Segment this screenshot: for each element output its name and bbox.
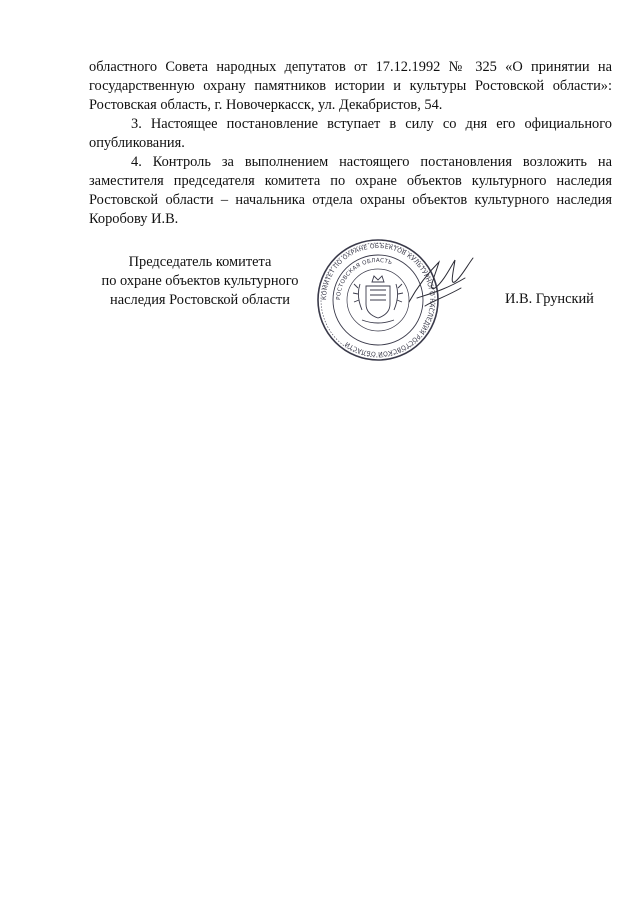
signatory-title-line: по охране объектов культурного (101, 273, 299, 289)
signer-name: И.В. Грунский (505, 291, 594, 307)
seal-outer-text: КОМИТЕТ ПО ОХРАНЕ ОБЪЕКТОВ КУЛЬТУРНОГО НАСЛЕДИЯ РОСТОВСКОЙ ОБЛАСТИ (320, 242, 436, 358)
paragraph-3: 3. Настоящее постановление вступает в силу со дня его официального опубликования. (89, 116, 612, 151)
document-body (89, 58, 612, 229)
signatory-title (80, 253, 320, 310)
signatory-title-line: Председатель комитета (128, 254, 272, 270)
seal-inner-text: РОСТОВСКАЯ ОБЛАСТЬ (335, 257, 393, 301)
paragraph-continuation: областного Совета народных депутатов от 17.12.1992 № 325 «О принятии на государственную охрану памятников истории и культуры Ростовской области»: Ростовская область, г. Новочеркасск, ул. Декабристов, 54. (89, 59, 612, 113)
coat-of-arms-emblem (353, 276, 403, 323)
signatory-title-line: наследия Ростовской области (110, 292, 290, 308)
svg-text:РОСТОВСКАЯ ОБЛАСТЬ (336, 258, 393, 300)
paragraph-4: 4. Контроль за выполнением настоящего постановления возложить на заместителя председателя комитета по охране объектов культурного наследия Ростовской области – начальника отдела охраны объектов культурного наследия Коробову И.В. (89, 154, 612, 227)
handwritten-signature (405, 248, 477, 318)
